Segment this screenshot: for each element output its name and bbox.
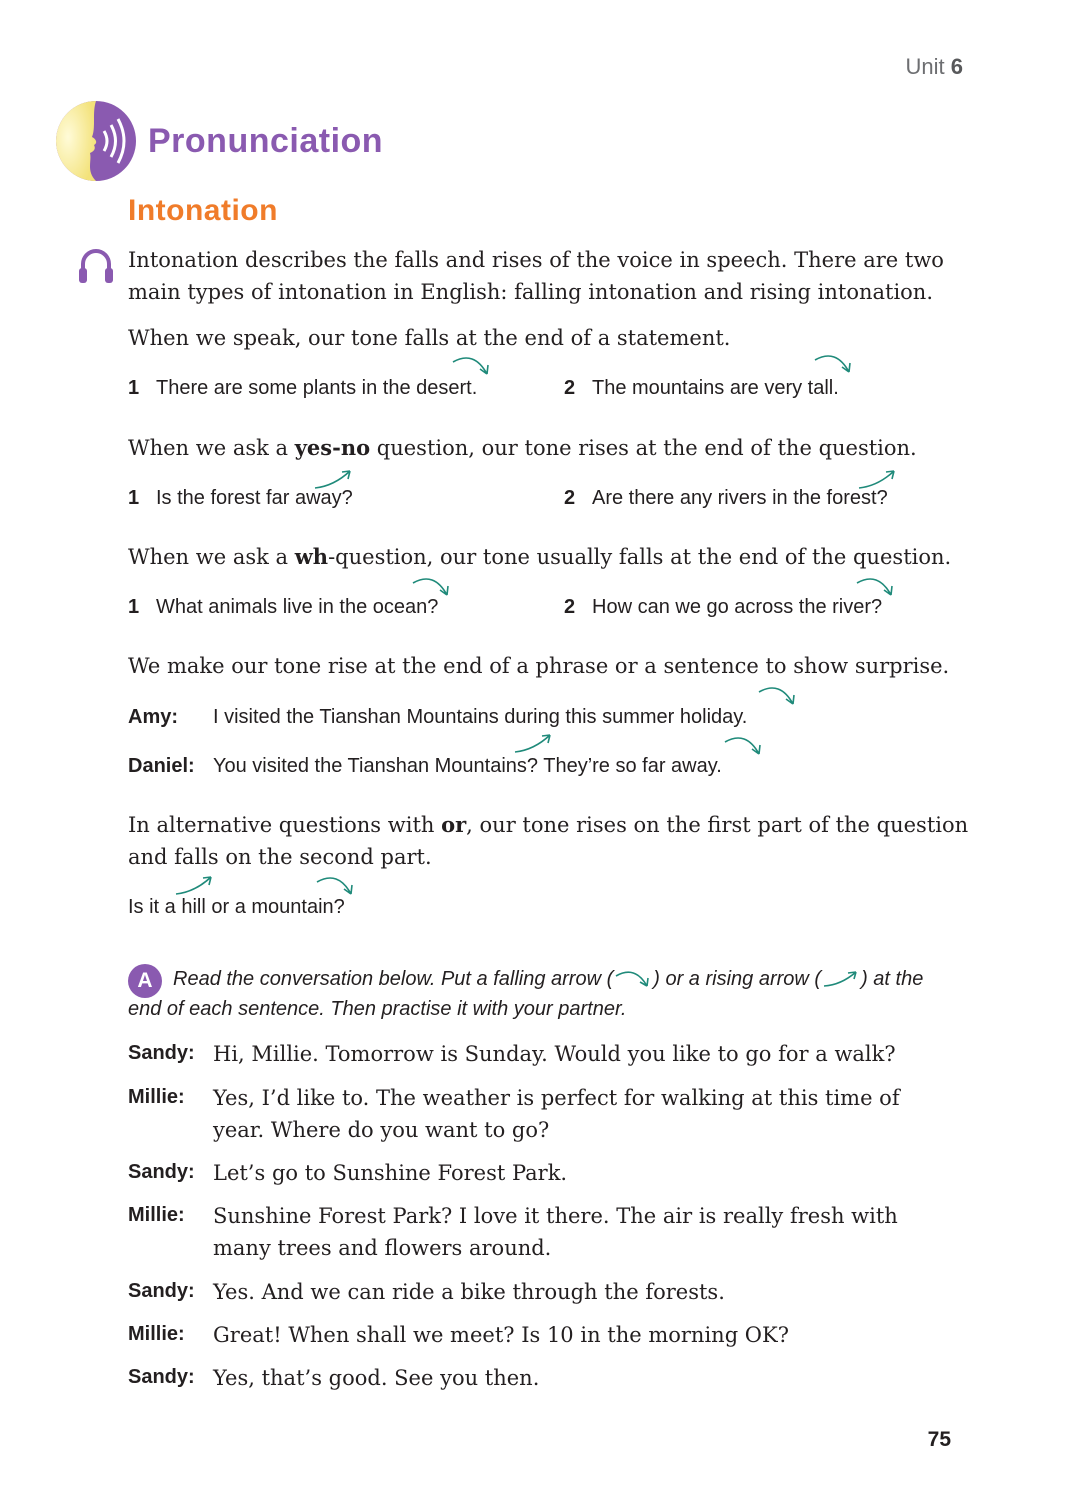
dialogue-line: Hi, Millie. Tomorrow is Sunday. Would you like to go for a walk? xyxy=(213,1042,896,1066)
statement-example-2 xyxy=(564,375,839,401)
page-number: 75 xyxy=(927,1428,951,1451)
example-number: 2 xyxy=(564,596,576,618)
rule-text: -question, our tone usually falls at the end of the question. xyxy=(328,545,952,569)
wh-example-2 xyxy=(564,594,882,620)
rule-text: When we ask a xyxy=(128,545,295,569)
alternative-rule xyxy=(128,809,978,873)
speaker-label: Amy: xyxy=(128,706,179,728)
statement-example-1 xyxy=(128,375,477,401)
falling-arrow-icon xyxy=(756,682,798,708)
rule-bold: yes-no xyxy=(294,435,371,460)
speaker-label: Sandy: xyxy=(128,1161,195,1183)
speaker-label: Sandy: xyxy=(128,1366,195,1388)
rule-text: question, our tone rises at the end of the question. xyxy=(370,436,917,460)
example-number: 1 xyxy=(128,596,140,618)
rule-text: In alternative questions with xyxy=(128,813,442,837)
unit-number: 6 xyxy=(950,54,963,79)
example-number: 1 xyxy=(128,487,140,509)
yesno-example-2 xyxy=(564,485,888,511)
dialogue-line: Great! When shall we meet? Is 10 in the morning OK? xyxy=(213,1323,789,1347)
example-text: The mountains are very tall. xyxy=(592,377,839,399)
subsection-title: Intonation xyxy=(128,194,278,227)
speaker-label: Sandy: xyxy=(128,1042,195,1064)
speaker-label: Millie: xyxy=(128,1086,185,1108)
surprise-line-amy xyxy=(128,704,747,730)
speaking-head-icon xyxy=(56,101,136,181)
dialogue-line: Let’s go to Sunshine Forest Park. xyxy=(213,1161,568,1185)
yesno-example-1 xyxy=(128,485,353,511)
rising-arrow-icon xyxy=(821,967,861,989)
wh-rule xyxy=(128,541,978,573)
falling-arrow-icon xyxy=(613,967,653,989)
rule-bold: or xyxy=(441,812,467,837)
statement-rule: When we speak, our tone falls at the end of a statement. xyxy=(128,326,731,350)
section-title: Pronunciation xyxy=(148,122,384,160)
rule-text: When we ask a xyxy=(128,436,295,460)
example-text: What animals live in the ocean? xyxy=(156,596,439,618)
example-text: Are there any rivers in the forest? xyxy=(592,487,888,509)
surprise-line-daniel xyxy=(128,753,722,779)
wh-example-1 xyxy=(128,594,438,620)
speaker-label: Millie: xyxy=(128,1204,185,1226)
example-text: There are some plants in the desert. xyxy=(156,377,478,399)
dialogue-line: Yes, I’d like to. The weather is perfect for walking at this time of year. Where do you want to go? xyxy=(213,1086,900,1142)
instruction-text: ) at the end of each sentence. Then practise it with your partner. xyxy=(128,968,924,1020)
yesno-rule xyxy=(128,432,978,464)
speaker-label: Millie: xyxy=(128,1323,185,1345)
dialogue-line: Yes, that’s good. See you then. xyxy=(213,1366,540,1390)
falling-arrow-icon xyxy=(812,350,854,376)
speaker-label: Daniel: xyxy=(128,755,195,777)
rule-bold: wh xyxy=(294,544,329,569)
line-text: I visited the Tianshan Mountains during this summer holiday. xyxy=(213,706,748,728)
exercise-instruction xyxy=(128,964,958,1024)
instruction-text: Read the conversation below. Put a falling arrow ( xyxy=(173,968,614,990)
dialogue-line: Yes. And we can ride a bike through the forests. xyxy=(213,1280,725,1304)
line-text: You visited the Tianshan Mountains? They’re so far away. xyxy=(213,755,722,777)
surprise-rule: We make our tone rise at the end of a phrase or a sentence to show surprise. xyxy=(128,654,950,678)
example-number: 2 xyxy=(564,377,576,399)
dialogue-line: Sunshine Forest Park? I love it there. The air is really fresh with many trees and flowers around. xyxy=(213,1204,898,1260)
rule-text: , our tone rises on the first part of the question and falls on the second part. xyxy=(128,813,969,869)
example-text: Is the forest far away? xyxy=(156,487,353,509)
example-text: How can we go across the river? xyxy=(592,596,883,618)
exercise-badge: A xyxy=(128,964,162,998)
intro-paragraph: Intonation describes the falls and rises of the voice in speech. There are two main types of intonation in English: falling intonation and rising intonation. xyxy=(128,248,944,304)
example-number: 2 xyxy=(564,487,576,509)
unit-label xyxy=(906,54,964,80)
unit-word: Unit xyxy=(905,54,945,79)
headphones-icon xyxy=(77,246,115,286)
instruction-text: ) or a rising arrow ( xyxy=(653,968,822,990)
alternative-example: Is it a hill or a mountain? xyxy=(128,896,345,918)
falling-arrow-icon xyxy=(722,732,764,758)
speaker-label: Sandy: xyxy=(128,1280,195,1302)
example-number: 1 xyxy=(128,377,140,399)
